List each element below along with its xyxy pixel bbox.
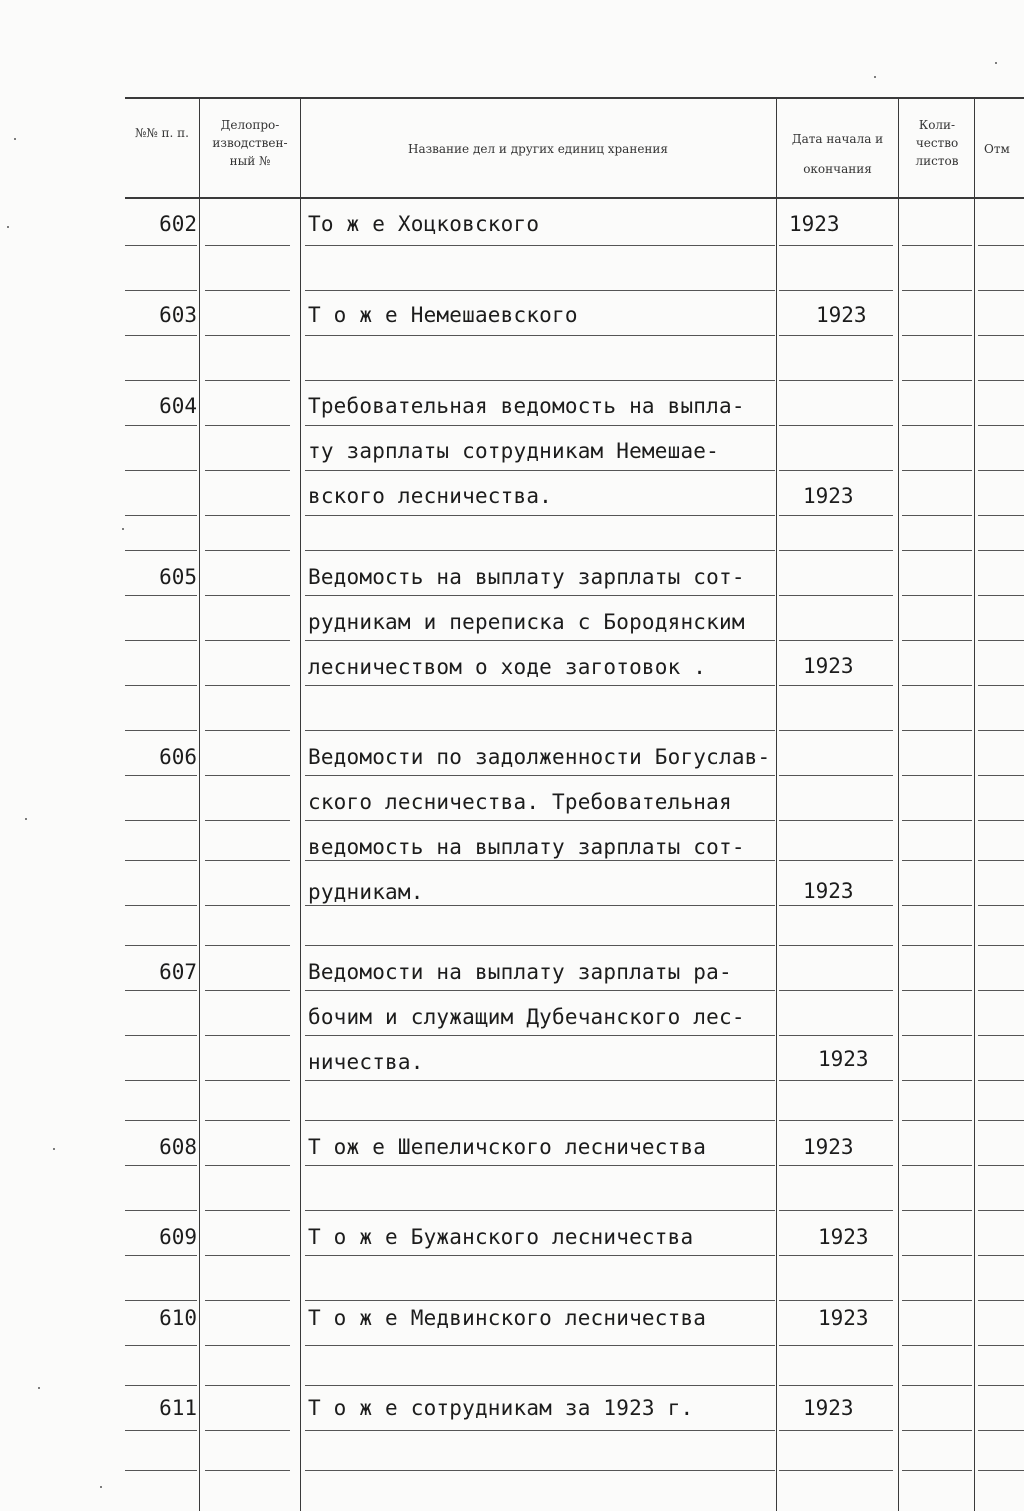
ruled-line [978, 1120, 1024, 1121]
ruled-line [305, 595, 775, 596]
record-title-line: Ведомости на выплату зарплаты ра- [308, 960, 732, 984]
record-date: 1923 [816, 303, 867, 327]
ruled-line [305, 685, 775, 686]
ruled-line [125, 1430, 197, 1431]
header-notes: Отм [984, 142, 1010, 156]
record-title-line: ведомость на выплату зарплаты сот- [308, 835, 745, 859]
ruled-line [779, 1210, 893, 1211]
ruled-line [779, 290, 893, 291]
ruled-line [205, 640, 290, 641]
record-number: 603 [159, 303, 197, 327]
ruled-line [902, 1120, 972, 1121]
record-number: 604 [159, 394, 197, 418]
header-sheets: Коли-чество листов [915, 118, 959, 168]
ruled-line [978, 945, 1024, 946]
ruled-line [978, 550, 1024, 551]
ruled-line [779, 335, 893, 336]
record-title-line: лесничеством о ходе заготовок . [308, 655, 707, 679]
ruled-line [205, 860, 290, 861]
ruled-line [978, 1345, 1024, 1346]
ruled-line [305, 860, 775, 861]
ruled-line [205, 945, 290, 946]
ruled-line [305, 820, 775, 821]
ruled-line [305, 730, 775, 731]
ruled-line [902, 1035, 972, 1036]
ruled-line [125, 820, 197, 821]
ruled-line [125, 1385, 197, 1386]
record-title-line: Т о ж е сотрудникам за 1923 г. [308, 1396, 694, 1420]
ruled-line [205, 1080, 290, 1081]
ruled-line [978, 685, 1024, 686]
record-date: 1923 [803, 1135, 854, 1159]
ruled-line [978, 515, 1024, 516]
ruled-line [125, 730, 197, 731]
ruled-line [305, 1165, 775, 1166]
scan-speck [25, 818, 27, 820]
ruled-line [125, 640, 197, 641]
record-title-line: вского лесничества. [308, 484, 553, 508]
column-divider-2 [300, 98, 301, 1511]
ruled-line [902, 1255, 972, 1256]
ruled-line [125, 380, 197, 381]
record-title-line: ского лесничества. Требовательная [308, 790, 732, 814]
record-number: 611 [159, 1396, 197, 1420]
scan-speck [122, 528, 124, 530]
ruled-line [779, 1080, 893, 1081]
ruled-line [978, 1165, 1024, 1166]
ruled-line [978, 335, 1024, 336]
ruled-line [305, 1470, 775, 1471]
record-number: 606 [159, 745, 197, 769]
record-date: 1923 [789, 212, 840, 236]
ruled-line [305, 1210, 775, 1211]
ruled-line [125, 1120, 197, 1121]
header-bottom-border [125, 197, 1024, 199]
ruled-line [205, 905, 290, 906]
ruled-line [779, 820, 893, 821]
ruled-line [978, 245, 1024, 246]
column-divider-5 [974, 98, 975, 1511]
ruled-line [779, 1385, 893, 1386]
ruled-line [779, 515, 893, 516]
ruled-line [125, 905, 197, 906]
ruled-line [125, 515, 197, 516]
ruled-line [125, 1255, 197, 1256]
ruled-line [978, 860, 1024, 861]
ruled-line [978, 640, 1024, 641]
ruled-line [305, 550, 775, 551]
ruled-line [978, 905, 1024, 906]
ruled-line [125, 1080, 197, 1081]
ruled-line [305, 945, 775, 946]
ruled-line [902, 470, 972, 471]
ruled-line [205, 550, 290, 551]
ruled-line [978, 990, 1024, 991]
ruled-line [902, 550, 972, 551]
ruled-line [902, 245, 972, 246]
ruled-line [125, 1210, 197, 1211]
ruled-line [305, 905, 775, 906]
record-number: 602 [159, 212, 197, 236]
ruled-line [902, 945, 972, 946]
ruled-line [902, 860, 972, 861]
scan-speck [7, 226, 9, 228]
ruled-line [205, 380, 290, 381]
ruled-line [205, 290, 290, 291]
table-top-border [125, 97, 1024, 99]
ruled-line [978, 1300, 1024, 1301]
ruled-line [305, 1035, 775, 1036]
record-number: 607 [159, 960, 197, 984]
ruled-line [125, 945, 197, 946]
ruled-line [978, 775, 1024, 776]
ruled-line [125, 1300, 197, 1301]
ruled-line [902, 1470, 972, 1471]
ruled-line [305, 1080, 775, 1081]
ruled-line [902, 380, 972, 381]
scan-speck [38, 1387, 40, 1389]
ruled-line [205, 990, 290, 991]
column-divider-3 [776, 98, 777, 1511]
ruled-line [205, 1210, 290, 1211]
ruled-line [779, 775, 893, 776]
record-title-line: Ведомость на выплату зарплаты сот- [308, 565, 745, 589]
ruled-line [978, 425, 1024, 426]
ruled-line [978, 1035, 1024, 1036]
ruled-line [779, 595, 893, 596]
record-number: 609 [159, 1225, 197, 1249]
ruled-line [902, 1080, 972, 1081]
ruled-line [205, 1470, 290, 1471]
ruled-line [305, 1255, 775, 1256]
ruled-line [205, 515, 290, 516]
ruled-line [902, 730, 972, 731]
ruled-line [902, 1300, 972, 1301]
record-title-line: рудникам и переписка с Бородянским [308, 610, 745, 634]
ruled-line [902, 990, 972, 991]
ruled-line [205, 1035, 290, 1036]
ruled-line [779, 1035, 893, 1036]
header-office-number: Делопро-изводствен-ный № [212, 118, 288, 168]
scan-speck [14, 138, 16, 140]
ruled-line [779, 905, 893, 906]
ruled-line [902, 1385, 972, 1386]
record-title-line: рудникам. [308, 880, 424, 904]
ruled-line [902, 595, 972, 596]
ruled-line [125, 425, 197, 426]
ruled-line [205, 775, 290, 776]
ruled-line [205, 1430, 290, 1431]
ruled-line [779, 245, 893, 246]
ruled-line [978, 1385, 1024, 1386]
record-title-line: Т о ж е Медвинского лесничества [308, 1306, 707, 1330]
record-title-line: Требовательная ведомость на выпла- [308, 394, 745, 418]
record-date: 1923 [818, 1306, 869, 1330]
ruled-line [305, 1120, 775, 1121]
ruled-line [205, 470, 290, 471]
ruled-line [902, 1345, 972, 1346]
ruled-line [902, 1210, 972, 1211]
ruled-line [125, 775, 197, 776]
ruled-line [305, 1345, 775, 1346]
ruled-line [125, 860, 197, 861]
ruled-line [902, 820, 972, 821]
record-date: 1923 [803, 654, 854, 678]
record-date: 1923 [803, 484, 854, 508]
record-title-line: Ведомости по задолженности Богуслав- [308, 745, 771, 769]
ruled-line [978, 380, 1024, 381]
ruled-line [205, 1345, 290, 1346]
record-number: 608 [159, 1135, 197, 1159]
ruled-line [779, 1430, 893, 1431]
header-dates: Дата начала и окончания [791, 132, 884, 176]
record-date: 1923 [803, 1396, 854, 1420]
ruled-line [902, 290, 972, 291]
ruled-line [902, 335, 972, 336]
ruled-line [125, 290, 197, 291]
header-title: Название дел и других единиц хранения [407, 142, 668, 156]
ruled-line [779, 1255, 893, 1256]
ruled-line [779, 945, 893, 946]
ruled-line [902, 1165, 972, 1166]
record-date: 1923 [818, 1047, 869, 1071]
record-title-line: То ж е Хоцковского [308, 212, 540, 236]
ruled-line [205, 1120, 290, 1121]
ruled-line [902, 1430, 972, 1431]
scan-speck [53, 1148, 55, 1150]
ruled-line [902, 775, 972, 776]
ruled-line [978, 470, 1024, 471]
ruled-line [978, 595, 1024, 596]
ruled-line [125, 245, 197, 246]
ruled-line [978, 1255, 1024, 1256]
ruled-line [779, 640, 893, 641]
ruled-line [779, 990, 893, 991]
ruled-line [779, 1165, 893, 1166]
ruled-line [125, 1345, 197, 1346]
ruled-line [205, 1385, 290, 1386]
ruled-line [125, 550, 197, 551]
record-number: 605 [159, 565, 197, 589]
ruled-line [125, 1165, 197, 1166]
ruled-line [305, 335, 775, 336]
ruled-line [205, 595, 290, 596]
record-date: 1923 [803, 879, 854, 903]
ruled-line [305, 245, 775, 246]
ruled-line [978, 1210, 1024, 1211]
ruled-line [205, 425, 290, 426]
ruled-line [978, 1470, 1024, 1471]
ruled-line [125, 595, 197, 596]
record-title-line: ту зарплаты сотрудникам Немешае- [308, 439, 719, 463]
record-date: 1923 [818, 1225, 869, 1249]
ruled-line [902, 640, 972, 641]
ruled-line [305, 380, 775, 381]
ruled-line [779, 470, 893, 471]
scan-speck [100, 1486, 102, 1488]
ruled-line [779, 425, 893, 426]
column-divider-1 [199, 98, 200, 1511]
ruled-line [779, 1470, 893, 1471]
ruled-line [125, 1035, 197, 1036]
ruled-line [902, 905, 972, 906]
ruled-line [305, 775, 775, 776]
ruled-line [305, 425, 775, 426]
ruled-line [902, 685, 972, 686]
ruled-line [305, 640, 775, 641]
scan-speck [874, 76, 876, 78]
header-num: №№ п. п. [135, 126, 189, 140]
ruled-line [125, 1470, 197, 1471]
ruled-line [978, 1080, 1024, 1081]
ruled-line [305, 515, 775, 516]
record-title-line: бочим и служащим Дубечанского лес- [308, 1005, 745, 1029]
ruled-line [205, 1165, 290, 1166]
ruled-line [305, 1300, 775, 1301]
ruled-line [779, 730, 893, 731]
ruled-line [779, 685, 893, 686]
ruled-line [125, 685, 197, 686]
ruled-line [205, 685, 290, 686]
ruled-line [305, 990, 775, 991]
ruled-line [779, 1120, 893, 1121]
ruled-line [305, 290, 775, 291]
ruled-line [779, 860, 893, 861]
ruled-line [205, 1255, 290, 1256]
ruled-line [305, 1430, 775, 1431]
ruled-line [205, 335, 290, 336]
ruled-line [779, 550, 893, 551]
ruled-line [779, 1345, 893, 1346]
record-title-line: Т о ж е Немешаевского [308, 303, 578, 327]
ruled-line [305, 1385, 775, 1386]
ruled-line [205, 1300, 290, 1301]
ruled-line [205, 730, 290, 731]
ruled-line [978, 820, 1024, 821]
record-title-line: Т о ж е Бужанского лесничества [308, 1225, 694, 1249]
ruled-line [779, 1300, 893, 1301]
ruled-line [305, 470, 775, 471]
ruled-line [205, 245, 290, 246]
ruled-line [978, 730, 1024, 731]
ruled-line [902, 515, 972, 516]
record-title-line: ничества. [308, 1050, 424, 1074]
column-divider-4 [898, 98, 899, 1511]
ruled-line [779, 380, 893, 381]
scan-speck [995, 62, 997, 64]
ruled-line [978, 1430, 1024, 1431]
ruled-line [205, 820, 290, 821]
record-title-line: Т ож е Шепеличского лесничества [308, 1135, 707, 1159]
ruled-line [125, 990, 197, 991]
ruled-line [125, 470, 197, 471]
ruled-line [902, 425, 972, 426]
ruled-line [978, 290, 1024, 291]
record-number: 610 [159, 1306, 197, 1330]
ruled-line [125, 335, 197, 336]
